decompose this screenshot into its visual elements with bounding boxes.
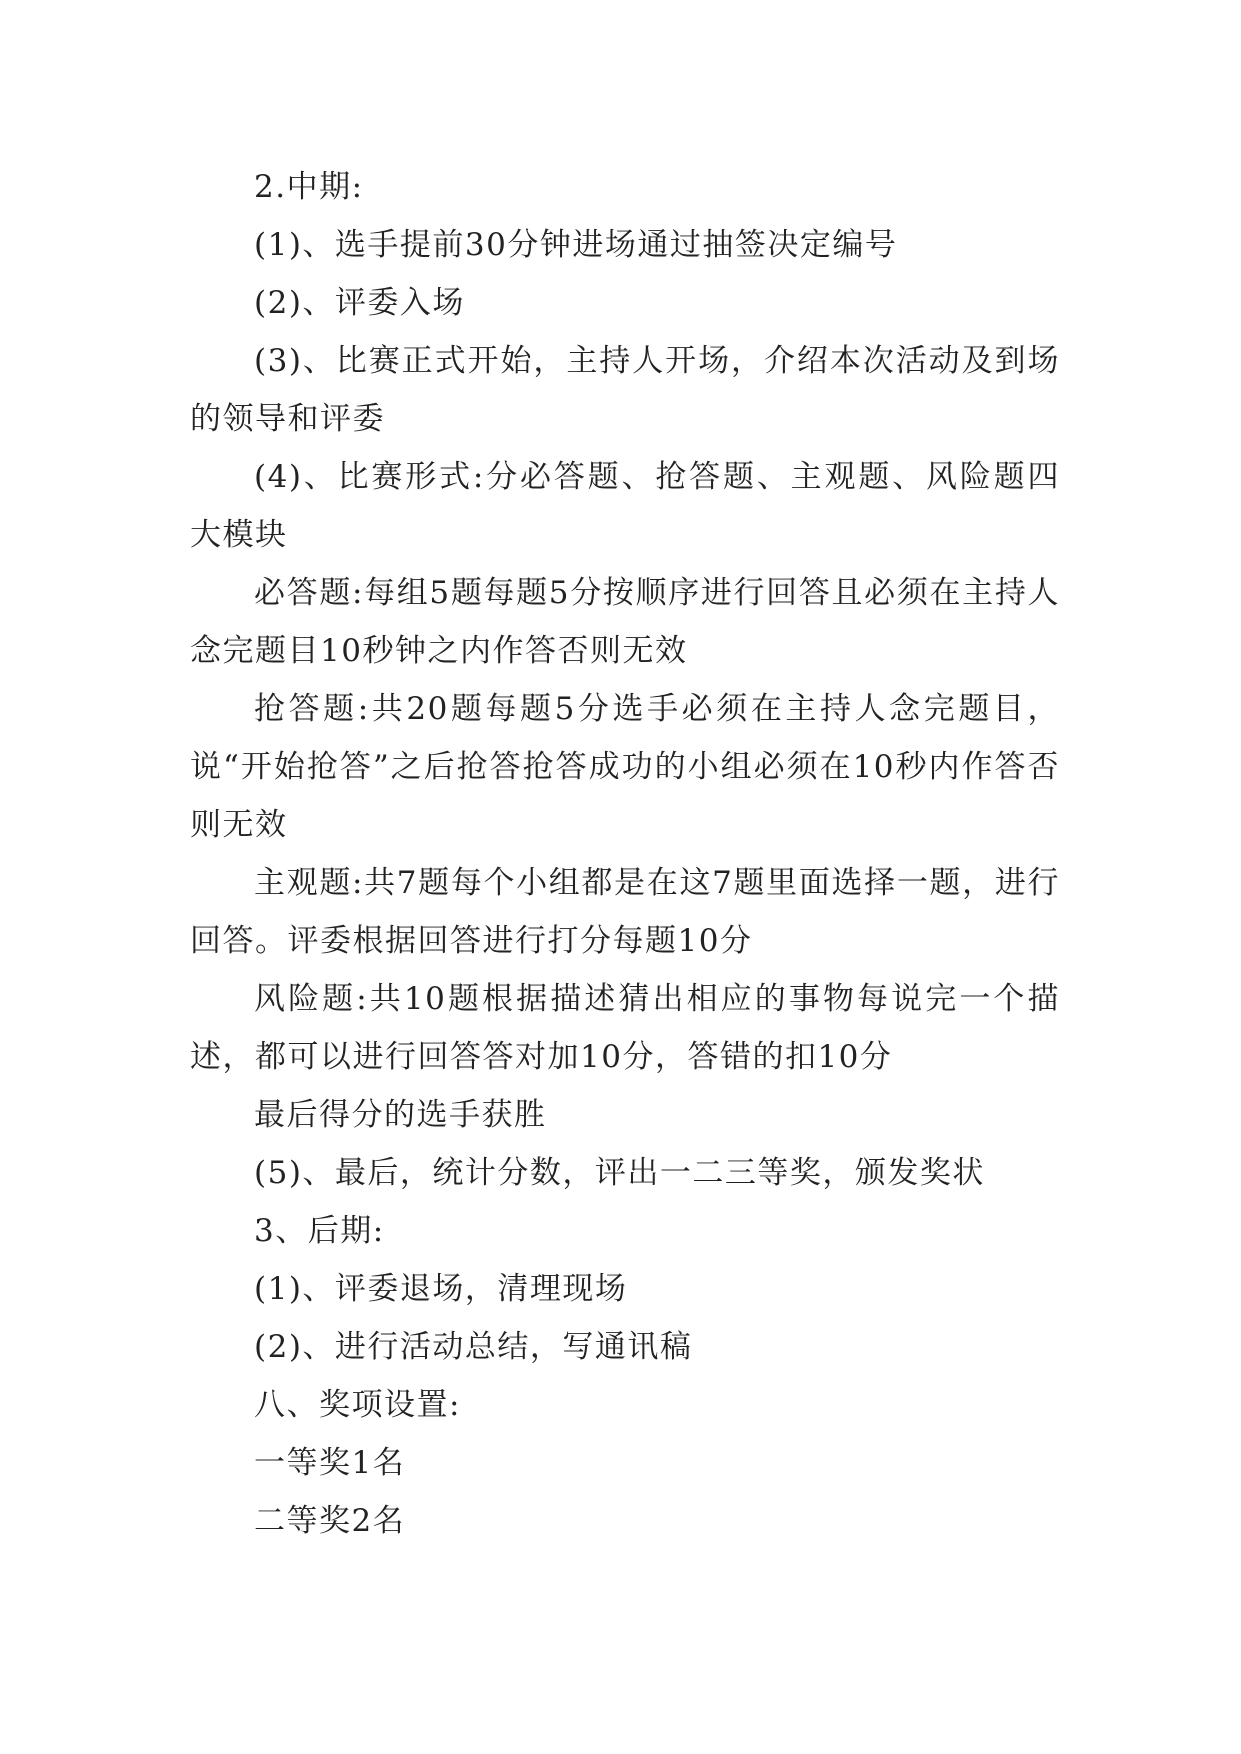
paragraph-step-4: (4)、比赛形式:分必答题、抢答题、主观题、风险题四大模块 — [190, 459, 1060, 553]
paragraph-late-step-2: (2)、进行活动总结，写通讯稿 — [254, 1329, 693, 1365]
paragraph-step-3: (3)、比赛正式开始，主持人开场，介绍本次活动及到场的领导和评委 — [190, 343, 1060, 437]
paragraph-late-heading: 3、后期: — [254, 1213, 385, 1249]
paragraph-late-step-1: (1)、评委退场，清理现场 — [254, 1271, 628, 1307]
document-body — [190, 158, 1060, 1550]
paragraph-required-questions: 必答题:每组5题每题5分按顺序进行回答且必须在主持人念完题目10秒钟之内作答否则无效 — [190, 575, 1060, 669]
paragraph-subjective-questions: 主观题:共7题每个小组都是在这7题里面选择一题，进行回答。评委根据回答进行打分每题10分 — [190, 865, 1060, 959]
paragraph-buzzer-questions: 抢答题:共20题每题5分选手必须在主持人念完题目，说“开始抢答”之后抢答抢答成功的小组必须在10秒内作答否则无效 — [190, 691, 1060, 843]
paragraph-awards-heading: 八、奖项设置: — [254, 1387, 461, 1423]
paragraph-step-1: (1)、选手提前30分钟进场通过抽签决定编号 — [254, 227, 898, 263]
paragraph-midterm-heading: 2.中期: — [254, 169, 364, 205]
paragraph-winner: 最后得分的选手获胜 — [254, 1097, 547, 1133]
paragraph-step-5: (5)、最后，统计分数，评出一二三等奖，颁发奖状 — [254, 1155, 985, 1191]
paragraph-step-2: (2)、评委入场 — [254, 285, 465, 321]
paragraph-second-prize: 二等奖2名 — [254, 1503, 406, 1539]
paragraph-risk-questions: 风险题:共10题根据描述猜出相应的事物每说完一个描述，都可以进行回答答对加10分，答错的扣10分 — [190, 981, 1060, 1075]
paragraph-first-prize: 一等奖1名 — [254, 1445, 406, 1481]
